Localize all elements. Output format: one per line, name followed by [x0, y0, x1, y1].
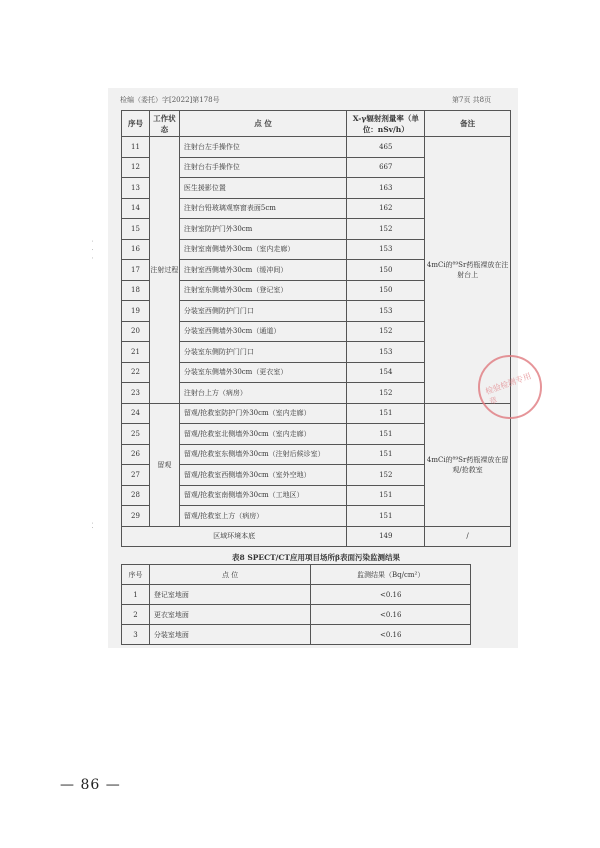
cell-point: 注射台铅玻璃观察窗表面5cm — [179, 198, 347, 219]
cell-state-injection: 注射过程 — [149, 137, 179, 404]
cell-point: 登记室地面 — [149, 585, 310, 605]
cell-point: 分装室西侧防护门门口 — [179, 301, 347, 322]
cell-result: <0.16 — [311, 625, 471, 645]
cell-value: 150 — [347, 280, 425, 301]
cell-point: 留观/抢救室南侧墙外30cm（工地区） — [179, 485, 347, 506]
cell-result: <0.16 — [311, 605, 471, 625]
cell-value: 151 — [347, 506, 425, 527]
cell-point: 分装室东侧防护门门口 — [179, 342, 347, 363]
cell-seq: 20 — [122, 321, 150, 342]
header-doc-number: 检编（委托）字[2022]第178号 — [120, 96, 220, 104]
cell-seq: 27 — [122, 465, 150, 486]
table-caption: 表8 SPECT/CT应用项目场所β表面污染监测结果 — [232, 553, 400, 562]
cell-value: 153 — [347, 239, 425, 260]
background-value: 149 — [347, 526, 425, 547]
col-header-point: 点 位 — [149, 565, 310, 585]
cell-seq: 18 — [122, 280, 150, 301]
binding-marks: · · · — [88, 240, 96, 262]
col-header-seq: 序号 — [122, 111, 150, 137]
table-row — [122, 585, 471, 605]
col-header-state: 工作状态 — [149, 111, 179, 137]
cell-note-observation: 4mCi的⁸⁹Sr药瓶裸放在留观/抢救室 — [425, 403, 511, 526]
col-header-point: 点 位 — [179, 111, 347, 137]
cell-point: 留观/抢救室防护门外30cm（室内走廊） — [179, 403, 347, 424]
cell-point: 分装室东侧墙外30cm（更衣室） — [179, 362, 347, 383]
table-row — [122, 137, 511, 158]
cell-value: 153 — [347, 342, 425, 363]
cell-point: 分装室地面 — [149, 625, 310, 645]
cell-point: 注射台上方（病房） — [179, 383, 347, 404]
background-label: 区域环境本底 — [122, 526, 347, 547]
table-header-row — [122, 111, 511, 137]
header-page-count: 第7页 共8页 — [452, 96, 492, 104]
cell-point: 注射室西侧墙外30cm（缓冲间） — [179, 260, 347, 281]
surface-contamination-table — [121, 564, 471, 645]
cell-point: 留观/抢救室上方（病房） — [179, 506, 347, 527]
cell-point: 留观/抢救室北侧墙外30cm（室内走廊） — [179, 424, 347, 445]
cell-value: 152 — [347, 219, 425, 240]
cell-point: 分装室西侧墙外30cm（通道） — [179, 321, 347, 342]
col-header-note: 备注 — [425, 111, 511, 137]
cell-seq: 28 — [122, 485, 150, 506]
cell-value: 153 — [347, 301, 425, 322]
cell-value: 667 — [347, 157, 425, 178]
cell-seq: 13 — [122, 178, 150, 199]
cell-value: 151 — [347, 444, 425, 465]
cell-seq: 2 — [122, 605, 150, 625]
table-row — [122, 403, 511, 424]
table-row — [122, 625, 471, 645]
cell-value: 163 — [347, 178, 425, 199]
stamp-text: 检验检测专用章 — [484, 371, 533, 407]
cell-point: 医生援影位置 — [179, 178, 347, 199]
cell-value: 151 — [347, 424, 425, 445]
cell-result: <0.16 — [311, 585, 471, 605]
cell-point: 注射室防护门外30cm — [179, 219, 347, 240]
cell-seq: 17 — [122, 260, 150, 281]
cell-seq: 15 — [122, 219, 150, 240]
cell-value: 151 — [347, 403, 425, 424]
cell-value: 152 — [347, 383, 425, 404]
cell-seq: 29 — [122, 506, 150, 527]
cell-value: 162 — [347, 198, 425, 219]
cell-seq: 1 — [122, 585, 150, 605]
background-note: / — [425, 526, 511, 547]
table-header-row — [122, 565, 471, 585]
cell-seq: 11 — [122, 137, 150, 158]
cell-seq: 22 — [122, 362, 150, 383]
cell-seq: 24 — [122, 403, 150, 424]
cell-note-injection: 4mCi的⁸⁹Sr药瓶裸放在注射台上 — [425, 137, 511, 404]
red-seal-stamp — [478, 355, 542, 419]
radiation-dose-table — [121, 110, 511, 547]
cell-point: 注射室南侧墙外30cm（室内走廊） — [179, 239, 347, 260]
table-row — [122, 605, 471, 625]
cell-seq: 26 — [122, 444, 150, 465]
col-header-value: X-γ辐射剂量率（单位：nSv/h） — [347, 111, 425, 137]
cell-seq: 19 — [122, 301, 150, 322]
cell-state-observation: 留观 — [149, 403, 179, 526]
cell-point: 注射台左手操作位 — [179, 137, 347, 158]
cell-value: 150 — [347, 260, 425, 281]
cell-seq: 23 — [122, 383, 150, 404]
cell-value: 154 — [347, 362, 425, 383]
col-header-seq: 序号 — [122, 565, 150, 585]
cell-point: 留观/抢救室西侧墙外30cm（室外空地） — [179, 465, 347, 486]
cell-value: 465 — [347, 137, 425, 158]
col-header-result: 监测结果（Bq/cm²） — [311, 565, 471, 585]
cell-value: 151 — [347, 485, 425, 506]
cell-point: 更衣室地面 — [149, 605, 310, 625]
cell-seq: 21 — [122, 342, 150, 363]
cell-seq: 14 — [122, 198, 150, 219]
cell-seq: 16 — [122, 239, 150, 260]
cell-point: 留观/抢救室东侧墙外30cm（注射后候诊室） — [179, 444, 347, 465]
cell-value: 152 — [347, 465, 425, 486]
cell-seq: 3 — [122, 625, 150, 645]
cell-value: 152 — [347, 321, 425, 342]
background-row — [122, 526, 511, 547]
page-number: — 86 — — [60, 777, 121, 793]
cell-seq: 25 — [122, 424, 150, 445]
binding-marks-lower: · · — [88, 522, 96, 529]
cell-point: 注射台右手操作位 — [179, 157, 347, 178]
cell-seq: 12 — [122, 157, 150, 178]
cell-point: 注射室东侧墙外30cm（登记室） — [179, 280, 347, 301]
